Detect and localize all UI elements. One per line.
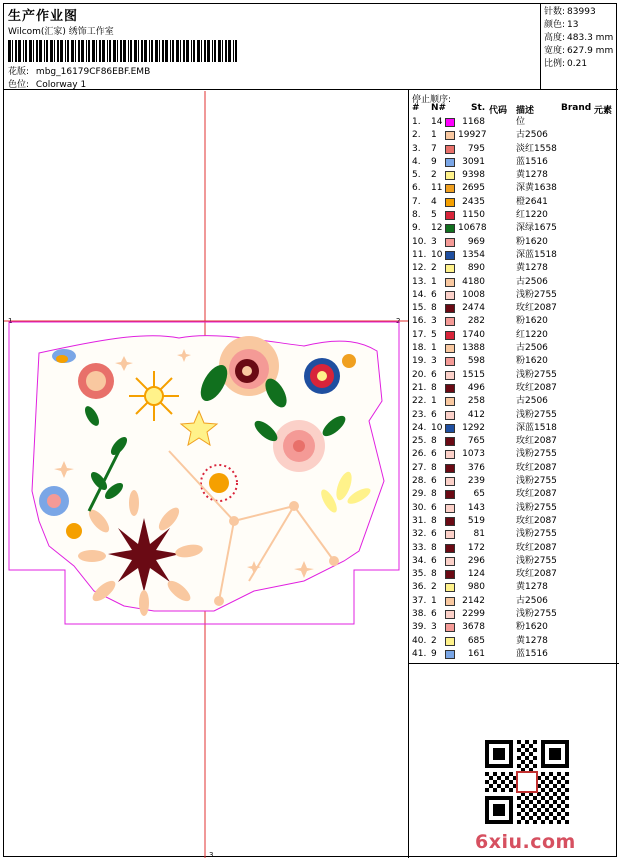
row-index: 24. [412, 422, 427, 433]
row-code: 5 [431, 329, 437, 340]
table-row [409, 488, 618, 501]
svg-text:2: 2 [396, 317, 401, 325]
row-stitches: 10678 [458, 223, 487, 234]
row-code: 6 [431, 449, 437, 460]
row-stitches: 980 [467, 582, 485, 593]
row-stitches: 376 [467, 462, 485, 473]
starburst-flower [108, 518, 180, 592]
row-description: 深蓝1518 [516, 422, 557, 433]
table-row [409, 236, 618, 249]
row-stitches: 19927 [458, 130, 487, 141]
row-index: 4. [412, 156, 421, 167]
header [4, 4, 541, 90]
table-row [409, 542, 618, 555]
svg-text:3: 3 [209, 851, 214, 858]
row-description: 粉1620 [516, 622, 548, 633]
row-description: 浅粉2755 [516, 476, 557, 487]
row-code: 2 [431, 635, 437, 646]
row-code: 6 [431, 502, 437, 513]
color-swatch [445, 224, 455, 233]
row-description: 玫红2087 [516, 382, 557, 393]
color-swatch [445, 384, 455, 393]
row-index: 40. [412, 635, 427, 646]
row-index: 27. [412, 462, 427, 473]
table-row [409, 555, 618, 568]
table-row [409, 369, 618, 382]
stat-stitches: 针数: 83993 [544, 7, 596, 17]
color-swatch [445, 450, 455, 459]
row-description: 蓝1516 [516, 156, 548, 167]
row-stitches: 685 [467, 635, 485, 646]
row-code: 1 [431, 396, 437, 407]
color-swatch [445, 344, 455, 353]
color-swatch [445, 437, 455, 446]
header-brand: Brand [561, 103, 592, 113]
row-description: 深绿1675 [516, 223, 557, 234]
row-description: 黄1278 [516, 582, 548, 593]
row-description: 浅粉2755 [516, 369, 557, 380]
row-description: 深黄1638 [516, 183, 557, 194]
color-swatch [445, 291, 455, 300]
table-row [409, 635, 618, 648]
row-index: 36. [412, 582, 427, 593]
row-description: 玫红2087 [516, 515, 557, 526]
row-description: 深蓝1518 [516, 249, 557, 260]
row-stitches: 9398 [462, 170, 485, 181]
row-description: 古2506 [516, 130, 548, 141]
row-stitches: 81 [473, 529, 485, 540]
row-description: 玫红2087 [516, 569, 557, 580]
table-row [409, 129, 618, 142]
table-row [409, 581, 618, 594]
row-code: 3 [431, 356, 437, 367]
table-divider [409, 663, 619, 664]
row-index: 16. [412, 316, 427, 327]
row-index: 22. [412, 396, 427, 407]
row-stitches: 1073 [462, 449, 485, 460]
row-code: 1 [431, 595, 437, 606]
row-stitches: 890 [467, 263, 485, 274]
row-code: 6 [431, 289, 437, 300]
row-stitches: 124 [467, 569, 485, 580]
row-description: 玫红2087 [516, 489, 557, 500]
row-code: 8 [431, 515, 437, 526]
color-swatch [445, 131, 455, 140]
table-row [409, 182, 618, 195]
row-stitches: 239 [467, 476, 485, 487]
row-description: 红1220 [516, 210, 548, 221]
table-row [409, 462, 618, 475]
row-stitches: 795 [467, 143, 485, 154]
color-swatch [445, 371, 455, 380]
color-swatch [445, 158, 455, 167]
color-swatch [445, 597, 455, 606]
color-swatch [445, 304, 455, 313]
table-row [409, 515, 618, 528]
colorway-label: 色位: [8, 80, 30, 90]
row-stitches: 1008 [462, 289, 485, 300]
row-stitches: 412 [467, 409, 485, 420]
row-stitches: 258 [467, 396, 485, 407]
row-description: 位 [516, 117, 526, 127]
qr-code [485, 740, 569, 824]
table-row [409, 302, 618, 315]
row-description: 古2506 [516, 343, 548, 354]
row-index: 12. [412, 263, 427, 274]
table-row [409, 648, 618, 661]
table-row [409, 395, 618, 408]
row-description: 古2506 [516, 276, 548, 287]
row-index: 35. [412, 569, 427, 580]
row-description: 玫红2087 [516, 436, 557, 447]
table-row [409, 289, 618, 302]
row-stitches: 496 [467, 382, 485, 393]
row-stitches: 172 [467, 542, 485, 553]
row-code: 3 [431, 622, 437, 633]
table-row [409, 568, 618, 581]
embroidery-preview [4, 91, 408, 858]
row-description: 浅粉2755 [516, 529, 557, 540]
table-row [409, 502, 618, 515]
table-row [409, 409, 618, 422]
row-code: 7 [431, 143, 437, 154]
row-description: 粉1620 [516, 236, 548, 247]
row-code: 11 [431, 183, 443, 194]
color-swatch [445, 411, 455, 420]
table-row [409, 169, 618, 182]
stat-height: 高度: 483.3 mm [544, 33, 614, 43]
row-description: 浅粉2755 [516, 409, 557, 420]
table-row [409, 196, 618, 209]
table-row [409, 608, 618, 621]
table-row [409, 355, 618, 368]
row-index: 10. [412, 236, 427, 247]
row-description: 淡红1558 [516, 143, 557, 154]
color-swatch [445, 184, 455, 193]
color-swatch [445, 118, 455, 127]
row-index: 5. [412, 170, 421, 181]
row-code: 8 [431, 542, 437, 553]
row-description: 玫红2087 [516, 303, 557, 314]
row-stitches: 2695 [462, 183, 485, 194]
row-stitches: 969 [467, 236, 485, 247]
row-code: 1 [431, 130, 437, 141]
row-description: 浅粉2755 [516, 608, 557, 619]
svg-text:1: 1 [8, 317, 13, 325]
row-code: 8 [431, 382, 437, 393]
row-description: 黄1278 [516, 263, 548, 274]
row-index: 41. [412, 648, 427, 659]
color-swatch [445, 610, 455, 619]
row-description: 浅粉2755 [516, 555, 557, 566]
row-stitches: 65 [473, 489, 485, 500]
color-swatch [445, 145, 455, 154]
row-code: 4 [431, 196, 437, 207]
row-stitches: 143 [467, 502, 485, 513]
header-st: St. [471, 103, 486, 113]
row-stitches: 3678 [462, 622, 485, 633]
color-swatch [445, 557, 455, 566]
row-code: 6 [431, 409, 437, 420]
row-description: 黄1278 [516, 635, 548, 646]
color-swatch [445, 544, 455, 553]
row-code: 8 [431, 462, 437, 473]
table-row [409, 116, 618, 129]
row-description: 玫红2087 [516, 542, 557, 553]
row-code: 6 [431, 369, 437, 380]
row-code: 8 [431, 489, 437, 500]
design-canvas [4, 91, 408, 858]
file-line [8, 64, 150, 77]
color-swatch [445, 331, 455, 340]
row-stitches: 765 [467, 436, 485, 447]
row-index: 14. [412, 289, 427, 300]
row-code: 1 [431, 276, 437, 287]
row-description: 古2506 [516, 595, 548, 606]
row-index: 9. [412, 223, 421, 234]
row-index: 17. [412, 329, 427, 340]
header-code: N# [431, 103, 447, 113]
row-code: 9 [431, 648, 437, 659]
table-row [409, 222, 618, 235]
row-description: 黄1278 [516, 170, 548, 181]
row-code: 1 [431, 343, 437, 354]
table-row [409, 435, 618, 448]
row-code: 14 [431, 117, 443, 127]
colorway-line [8, 77, 86, 90]
sequence-title: 停止顺序: [412, 95, 452, 105]
color-swatch [445, 623, 455, 632]
color-swatch [445, 211, 455, 220]
row-index: 38. [412, 608, 427, 619]
color-sequence-panel [408, 90, 618, 858]
row-stitches: 1515 [462, 369, 485, 380]
row-description: 玫红2087 [516, 462, 557, 473]
document-frame [3, 3, 617, 857]
table-row [409, 329, 618, 342]
color-swatch [445, 650, 455, 659]
row-code: 2 [431, 582, 437, 593]
row-code: 6 [431, 529, 437, 540]
row-code: 5 [431, 210, 437, 221]
table-row [409, 621, 618, 634]
header-desc: 描述 [516, 106, 535, 116]
row-description: 粉1620 [516, 316, 548, 327]
row-stitches: 1168 [462, 117, 485, 127]
row-index: 7. [412, 196, 421, 207]
color-swatch [445, 238, 455, 247]
row-code: 8 [431, 436, 437, 447]
color-swatch [445, 530, 455, 539]
row-code: 3 [431, 316, 437, 327]
stat-width: 宽度: 627.9 mm [544, 46, 614, 56]
header-element: 元素 [594, 106, 613, 116]
row-index: 34. [412, 555, 427, 566]
row-stitches: 1150 [462, 210, 485, 221]
row-code: 6 [431, 476, 437, 487]
row-stitches: 598 [467, 356, 485, 367]
row-code: 10 [431, 249, 443, 260]
table-row [409, 422, 618, 435]
row-index: 18. [412, 343, 427, 354]
row-description: 粉1620 [516, 356, 548, 367]
row-code: 8 [431, 303, 437, 314]
row-description: 橙2641 [516, 196, 548, 207]
file-name: mbg_16179CF86EBF.EMB [35, 67, 151, 77]
table-row [409, 143, 618, 156]
row-stitches: 282 [467, 316, 485, 327]
row-index: 33. [412, 542, 427, 553]
row-stitches: 2142 [462, 595, 485, 606]
row-code: 2 [431, 170, 437, 181]
yellow-burst [129, 371, 179, 421]
sequence-rows [409, 116, 618, 661]
row-index: 11. [412, 249, 427, 260]
color-swatch [445, 171, 455, 180]
table-row [409, 595, 618, 608]
row-description: 蓝1516 [516, 648, 548, 659]
table-row [409, 528, 618, 541]
row-index: 2. [412, 130, 421, 141]
row-stitches: 1292 [462, 422, 485, 433]
table-row [409, 156, 618, 169]
row-index: 3. [412, 143, 421, 154]
page-title: 生产作业图 [8, 9, 79, 24]
row-description: 古2506 [516, 396, 548, 407]
row-index: 13. [412, 276, 427, 287]
table-row [409, 342, 618, 355]
row-index: 37. [412, 595, 427, 606]
row-stitches: 519 [467, 515, 485, 526]
table-row [409, 249, 618, 262]
row-index: 20. [412, 369, 427, 380]
row-index: 28. [412, 476, 427, 487]
row-stitches: 2435 [462, 196, 485, 207]
color-swatch [445, 278, 455, 287]
color-swatch [445, 357, 455, 366]
stat-colors: 颜色: 13 [544, 20, 579, 30]
color-swatch [445, 464, 455, 473]
table-row [409, 475, 618, 488]
row-index: 23. [412, 409, 427, 420]
table-row [409, 382, 618, 395]
row-index: 29. [412, 489, 427, 500]
color-swatch [445, 198, 455, 207]
file-label: 花版: [8, 67, 30, 77]
row-code: 9 [431, 156, 437, 167]
stats-box [541, 4, 618, 90]
table-row [409, 262, 618, 275]
table-row [409, 209, 618, 222]
row-stitches: 1740 [462, 329, 485, 340]
row-description: 红1220 [516, 329, 548, 340]
row-index: 30. [412, 502, 427, 513]
color-swatch [445, 397, 455, 406]
row-code: 6 [431, 608, 437, 619]
header-code2: 代码 [489, 106, 508, 116]
watermark: 6xiu.com [475, 831, 576, 853]
row-description: 浅粉2755 [516, 449, 557, 460]
color-swatch [445, 517, 455, 526]
row-code: 2 [431, 263, 437, 274]
row-index: 8. [412, 210, 421, 221]
stat-scale: 比例: 0.21 [544, 59, 588, 69]
table-row [409, 448, 618, 461]
row-code: 3 [431, 236, 437, 247]
row-index: 1. [412, 117, 421, 127]
row-index: 6. [412, 183, 421, 194]
color-swatch [445, 637, 455, 646]
row-index: 32. [412, 529, 427, 540]
color-swatch [445, 264, 455, 273]
row-index: 25. [412, 436, 427, 447]
row-stitches: 3091 [462, 156, 485, 167]
row-index: 26. [412, 449, 427, 460]
row-code: 12 [431, 223, 443, 234]
studio-name: Wilcom(汇家) 绣饰工作室 [8, 27, 114, 37]
row-description: 浅粉2755 [516, 502, 557, 513]
row-code: 10 [431, 422, 443, 433]
row-index: 15. [412, 303, 427, 314]
color-swatch [445, 424, 455, 433]
row-index: 21. [412, 382, 427, 393]
color-swatch [445, 583, 455, 592]
row-stitches: 161 [467, 648, 485, 659]
color-swatch [445, 477, 455, 486]
row-stitches: 1354 [462, 249, 485, 260]
row-description: 浅粉2755 [516, 289, 557, 300]
row-index: 31. [412, 515, 427, 526]
row-code: 8 [431, 569, 437, 580]
color-swatch [445, 570, 455, 579]
color-swatch [445, 490, 455, 499]
row-stitches: 1388 [462, 343, 485, 354]
color-swatch [445, 504, 455, 513]
row-stitches: 2474 [462, 303, 485, 314]
barcode [8, 40, 237, 62]
row-code: 6 [431, 555, 437, 566]
table-row [409, 276, 618, 289]
row-index: 39. [412, 622, 427, 633]
color-swatch [445, 317, 455, 326]
color-swatch [445, 251, 455, 260]
row-stitches: 4180 [462, 276, 485, 287]
table-header [409, 102, 618, 116]
row-stitches: 296 [467, 555, 485, 566]
colorway-value: Colorway 1 [35, 80, 87, 90]
header-idx: # [412, 103, 420, 113]
table-row [409, 315, 618, 328]
row-stitches: 2299 [462, 608, 485, 619]
row-index: 19. [412, 356, 427, 367]
